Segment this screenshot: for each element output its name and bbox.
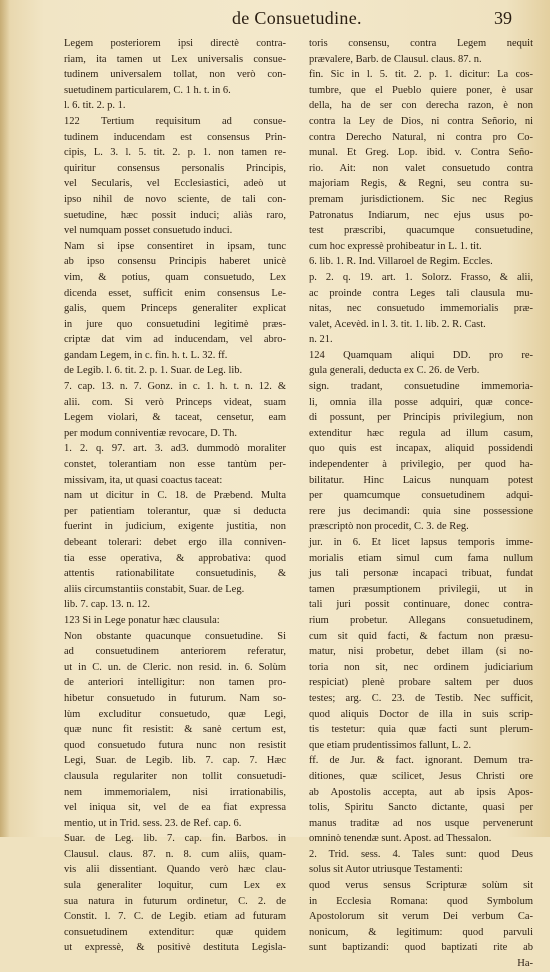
text-line: cum hoc expressè prohibeatur in L. 1. tit. (309, 240, 482, 252)
text-line: tia esse operativa, & approbativa: quod (64, 552, 286, 564)
text-line: cipis, L. 3. l. 5. tit. 2. p. 1. non tamen re- (64, 147, 286, 159)
text-line: valet, Acevèd. in l. 3. tit. 1. lib. 2. R. Cast. (309, 318, 486, 330)
text-line: rium probetur. Allegans consuetudinem, (309, 614, 533, 626)
text-line: nonicum, & legitimum: quod parvuli (309, 926, 533, 938)
text-line: 7. cap. 13. n. 7. Gonz. in c. 1. h. t. n. 12. & (64, 381, 286, 393)
text-line: omninò tenendæ sunt. Apost. ad Thessalon. (309, 833, 492, 845)
text-line: 2. Trid. sess. 4. Tales sunt: quod Deus (309, 848, 533, 860)
text-line: p. 2. q. 19. art. 1. Solorz. Frasso, & alii, (309, 271, 533, 283)
text-line: matur, nisi probetur, debet illam (si no- (309, 646, 533, 658)
text-line: independenter à privilegio, per quod ha- (309, 459, 533, 471)
text-line: ac proinde contra Leges tali clausula mu- (309, 287, 533, 299)
text-line: n. 21. (309, 334, 333, 346)
text-line: di possunt, per Principis privilegium, non (309, 412, 533, 424)
text-line: lùm excluditur consuetudo, quæ Legi, (64, 708, 286, 720)
right-text-column (309, 36, 533, 972)
text-line: toria non sit, nec ordinem judiciarium (309, 661, 533, 673)
text-line: munal. Et Greg. Lop. ibid. v. Contra Seño- (309, 147, 533, 159)
text-line: li, omnia illa posse adquiri, quæ conce- (309, 396, 533, 408)
text-line: fuerint in judicium, exigente justitia, non (64, 521, 286, 533)
text-line: Legem posteriorem ipsi directè contra- (64, 38, 286, 49)
text-line: Patronatus Indiarum, nec ejus usus po- (309, 209, 533, 221)
text-line: constet, tolerantiam non esse tantùm per- (64, 459, 286, 471)
text-line: ab ipso consensu Principis haberet unicè (64, 256, 286, 268)
text-line: ff. de Jur. & fact. ignorant. Demum tra- (309, 755, 533, 767)
text-line: debeant tolerari: debet ergo illa conniven- (64, 537, 286, 548)
text-line: alii. com. Si verò Princeps videat, suam (64, 396, 286, 408)
text-line: riam, ita tamen ut Lex universalis consue- (64, 53, 286, 65)
text-line: ad consuetudinem anteriorem referatur, (64, 646, 286, 658)
text-line: sula generaliter loquitur, cum Lex ex (64, 880, 286, 892)
text-line: fin. Sic in l. 5. tit. 2. p. 1. dicitur: La cos- (309, 69, 533, 81)
text-line: majoriam Regis, & Regni, seu contra su- (309, 178, 533, 190)
text-line: que etiam prudentissimos fallunt, L. 2. (309, 739, 472, 751)
text-line: ipso nihil de novo sciente, de tali con- (64, 193, 286, 205)
text-line: prævalere, Barb. de Clausul. claus. 87. n. (309, 53, 482, 65)
text-line: sunt baptizandi: quod baptizati rite ab (309, 942, 533, 954)
text-line: criptæ dat vim ad inducendam, vel abro- (64, 334, 286, 346)
text-line: sign. tradant, consuetudine immemoria- (309, 381, 533, 393)
text-line: vis alii dissentiant. Quando verò hæc clau- (64, 864, 286, 876)
text-line: rere jus decimandi: quia sine possessione (309, 505, 533, 517)
text-line: 1. 2. q. 97. art. 3. ad3. dummodò moraliter (64, 443, 286, 455)
text-line: vel Secularis, vel Ecclesiastici, adeò ut (64, 178, 286, 190)
text-line: vim, & potius, quam consuetudo, Lex (64, 271, 286, 283)
text-line: premam jurisdictionem. Sic nec Regius (309, 193, 533, 205)
text-line: Nam si ipse consentiret in ipsam, tunc (64, 240, 286, 252)
text-line: galis, quem Princeps generaliter explicat (64, 303, 286, 315)
text-line: attentis rationabilitate consuetudinis, & (64, 568, 286, 580)
text-line: de anteriori intelligitur: non tamen pro- (64, 677, 286, 689)
left-text-column (64, 36, 286, 956)
text-line: aliis circumstantiis constabit, Suar. de Leg. (64, 583, 245, 595)
text-line: suetudine, hæc possit induci; aliàs raro, (64, 209, 286, 221)
text-line: per patientiam tolerantur, quæ si deducta (64, 505, 286, 517)
text-line: in jure quo consuetudini legitimè præs- (64, 318, 286, 330)
text-line: lib. 7. cap. 13. n. 12. (64, 599, 151, 611)
text-line: Legem violari, & taceat, censetur, eam (64, 412, 286, 424)
text-line: gula generali, deducta ex C. 26. de Verb. (309, 365, 480, 377)
text-line: sua natura in futurum ordinetur, C. 2. de (64, 895, 286, 907)
running-title: de Consuetudine. (232, 8, 362, 28)
text-line: præscriptò non procedit, C. 3. de Reg. (309, 521, 469, 533)
text-line: vel iniqua sit, vel de ea fiat expressa (64, 802, 286, 814)
text-line: vel numquam posset consuetudo induci. (64, 225, 233, 237)
text-line: de Legib. l. 6. tit. 2. p. 1. Suar. de Leg. lib. (64, 365, 243, 377)
text-line: extenditur hæc regula ad illum casum, (309, 427, 533, 439)
text-line: tolis, Spiritu Sancto dictante, quasi per (309, 802, 533, 814)
text-line: Apostolorum sit verum Dei verbum Ca- (309, 911, 533, 923)
text-line: 124 Quamquam aliqui DD. pro re- (309, 349, 533, 361)
text-line: mentio, ut in Trid. sess. 23. de Ref. cap. 6. (64, 817, 242, 829)
text-line: tudinem inducendam est consensus Prin- (64, 131, 286, 143)
text-line: morialis etiam simul cum fama nullum (309, 552, 533, 564)
text-line: dicenda esset, sufficit enim consensus Le- (64, 287, 286, 299)
text-line: test præscribi, quacumque consuetudine, (309, 225, 533, 237)
text-line: per quamcumque consuetudinem adqui- (309, 490, 533, 502)
text-line: Ha- (517, 958, 533, 970)
text-line: Non obstante quacunque consuetudine. Si (64, 630, 286, 642)
text-line: per modum conniventiæ revocare, D. Th. (64, 427, 238, 439)
text-line: quod verus sensus Scripturæ solùm sit (309, 880, 533, 892)
page-spine-shadow (0, 0, 10, 837)
text-line: jus tali personæ incapaci tribuat, fundat (309, 568, 533, 580)
text-line: Clausul. claus. 87. n. 8. cum aliis, quam- (64, 848, 286, 860)
text-line: toris consensu, contra Legem nequit (309, 38, 533, 49)
text-line: 123 Si in Lege ponatur hæc clausula: (64, 614, 220, 626)
text-line: contra Derecho Natural, ni contra pro Co- (309, 131, 533, 143)
text-line: consuetudinem extenditur: quæ quidem (64, 926, 286, 938)
text-line: tudinem universalem tollat, non verò con- (64, 69, 286, 81)
text-line: ut in C. un. de Cleric. non resid. in. 6. Solùm (64, 661, 286, 673)
text-line: clausula regulariter non tollit consuetudi- (64, 770, 286, 782)
text-line: 6. lib. 1. R. Ind. Villaroel de Regim. Eccles. (309, 256, 493, 268)
text-line: nem immemorialem, nisi irrationabilis, (64, 786, 286, 798)
text-line: gandam Legem, in c. fin. h. t. L. 32. ff. (64, 349, 228, 361)
text-line: ut expressè, & positivè destituta Legisla- (64, 942, 286, 954)
text-line: ditiones, quæ scilicet, Jesus Christi ore (309, 770, 533, 782)
text-line: solus sit Autor utriusque Testamenti: (309, 864, 463, 876)
text-line: in Ecclesia Romana: quod Symbolum (309, 895, 533, 907)
text-line: quod consuetudo futura nunc non resistit (64, 739, 286, 751)
text-line: tumbre, que el Pueblo quiere poner, è usar (309, 84, 533, 96)
text-line: hibetur consuetudo in futurum. Nam so- (64, 692, 286, 704)
text-line: Constit. l. 7. C. de Legib. etiam ad futuram (64, 911, 286, 923)
text-line: contra la Ley de Dios, ni contra Señorio, ni (309, 115, 533, 127)
text-line: bilitatur. Hinc Laicus nunquam potest (309, 474, 533, 486)
text-line: ab Apostolis accepta, aut ab ipsis Apos- (309, 786, 533, 798)
text-line: jur. in 6. Et licet lapsus temporis imme- (309, 537, 533, 548)
text-line: quiritur consensus personalis Principis, (64, 162, 286, 174)
text-line: tis testetur: quia quæ facti sunt plerum- (309, 724, 533, 736)
page-number: 39 (494, 8, 512, 28)
text-line: Suar. de Leg. lib. 7. cap. fin. Barbos. in (64, 833, 286, 845)
text-line: l. 6. tit. 2. p. 1. (64, 100, 126, 112)
text-line: quo quis est incapax, aliquid possidendi (309, 443, 533, 455)
text-line: manus traditæ ad nos usque pervenerunt (309, 817, 533, 829)
text-line: Legi, Suar. de Legib. lib. 7. cap. 7. Hæc (64, 755, 286, 767)
text-line: tamen præsumptionem privilegii, ut in (309, 583, 533, 595)
text-line: cum sit quid facti, & factum non præsu- (309, 630, 533, 642)
text-line: testes; arg. C. 23. de Testib. Nec sufficit, (309, 692, 533, 704)
text-line: tali juri possit continuare, donec contra- (309, 599, 533, 611)
text-line: missivam, ita, ut quasi coactus taceat: (64, 474, 223, 486)
text-line: quod aliquis Doctor de illa in suis scrip- (309, 708, 533, 720)
text-line: quæ nunc fit resistit: & sanè certum est, (64, 724, 286, 736)
running-header (0, 6, 550, 32)
text-line: della, ha de ser con derecha razon, è non (309, 100, 533, 112)
text-line: 122 Tertium requisitum ad consue- (64, 115, 286, 127)
text-line: suetudinem particularem, C. 1 h. t. in 6. (64, 84, 231, 96)
text-line: respiciat) plenè probare saltem per duos (309, 677, 533, 689)
text-line: nam ut dicitur in C. 18. de Præbend. Multa (64, 490, 286, 502)
text-line: nitas, nec consuetudo immemorialis præ- (309, 303, 533, 315)
text-line: rio. Ait: non valet consuetudo contra (309, 162, 533, 174)
